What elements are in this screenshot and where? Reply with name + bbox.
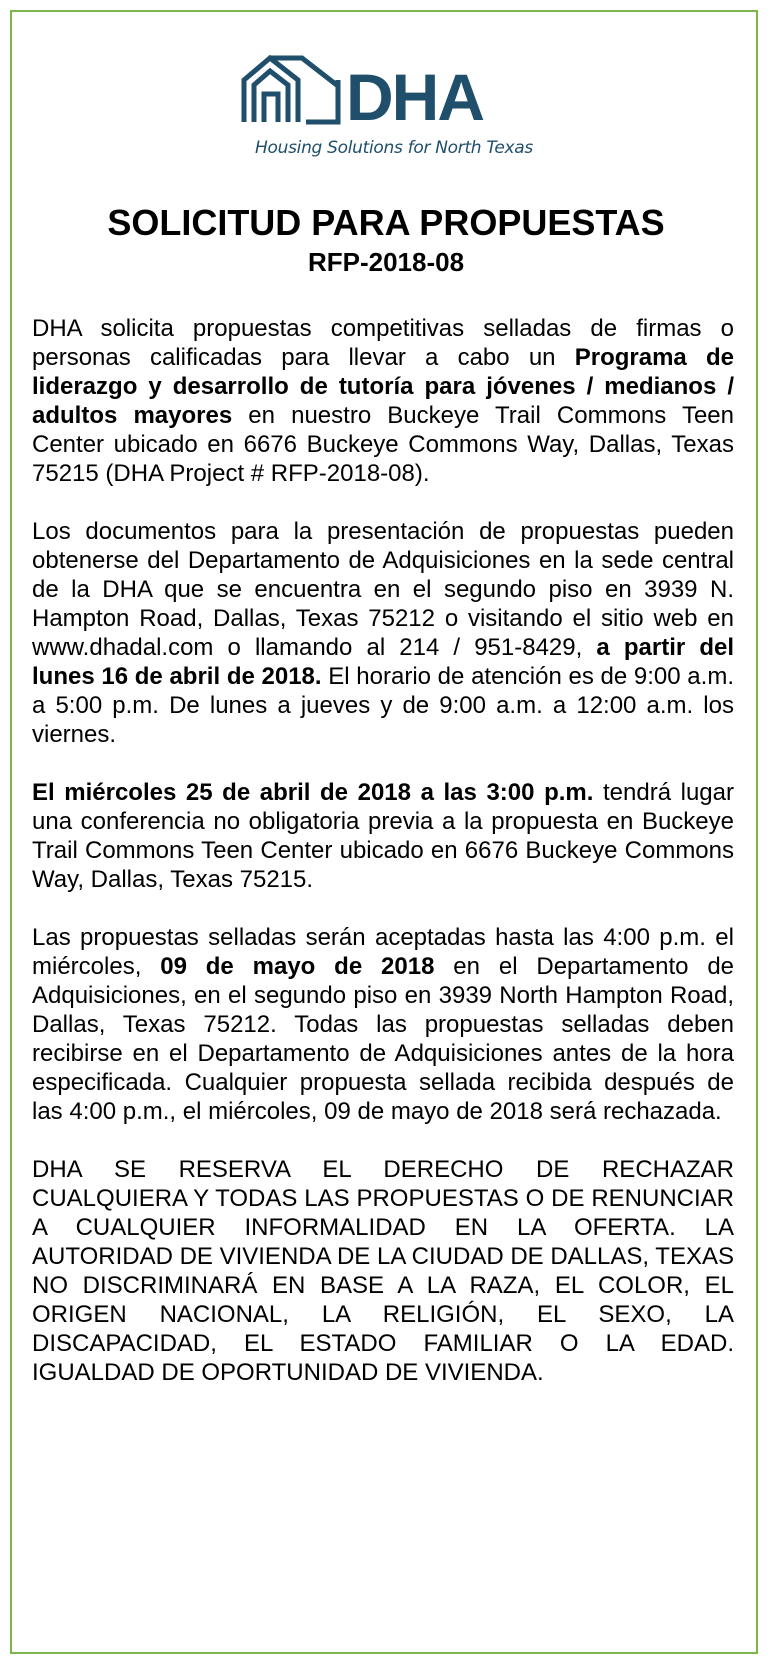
paragraph-text: en el Departamento de Adquisiciones, en el segundo piso en 3939 North Hampton Road, Dallas, Texas 75212. Todas las propuestas selladas deben recibirse en el Departamento de Adquisiciones antes de la hora especificada. Cualquier propuesta sellada recibida después de las 4:00 p.m., el miércoles, 09 de mayo de 2018 será rechazada. xyxy=(32,953,735,1125)
program-name: Programa de liderazgo y desarrollo de tutoría para jóvenes / medianos / adultos mayores xyxy=(32,344,734,429)
availability-date: a partir del lunes 16 de abril de 2018. xyxy=(32,634,734,690)
paragraph-text: DHA solicita propuestas competitivas selladas de firmas o personas calificadas para llevar a cabo un xyxy=(32,315,734,371)
paragraph-conference xyxy=(32,778,734,894)
paragraph-text: DHA SE RESERVA EL DERECHO DE RECHAZAR CUALQUIERA Y TODAS LAS PROPUESTAS O DE RENUNCIAR A CUALQUIER INFORMALIDAD EN LA OFERTA. LA AUTORIDAD DE VIVIENDA DE LA CIUDAD DE DALLAS, TEXAS NO DISCRIMINARÁ EN BASE A LA RAZA, EL COLOR, EL ORIGEN NACIONAL, LA RELIGIÓN, EL SEXO, LA DISCAPACIDAD, EL ESTADO FAMILIAR O LA EDAD. IGUALDAD DE OPORTUNIDAD DE VIVIENDA. xyxy=(32,1156,734,1386)
paragraph-disclaimer xyxy=(32,1155,734,1387)
paragraph-text: Las propuestas selladas serán aceptadas hasta las 4:00 p.m. el miércoles, xyxy=(32,924,734,980)
paragraph-deadline xyxy=(32,923,734,1126)
dha-logo xyxy=(240,50,540,160)
paragraph-documents xyxy=(32,517,734,749)
paragraph-text: tendrá lugar una conferencia no obligatoria previa a la propuesta en Buckeye Trail Commons Teen Center ubicado en 6676 Buckeye Commons Way, Dallas, Texas 75215. xyxy=(32,779,734,893)
house-logo-icon xyxy=(240,50,540,130)
dha-wordmark: DHA xyxy=(346,60,483,130)
paragraph-text: El horario de atención es de 9:00 a.m. a 5:00 p.m. De lunes a jueves y de 9:00 a.m. a 12:00 a.m. los viernes. xyxy=(32,663,734,748)
deadline-date: 09 de mayo de 2018 xyxy=(160,953,435,980)
conference-date: El miércoles 25 de abril de 2018 a las 3:00 p.m. xyxy=(32,779,594,806)
rfp-number: RFP-2018-08 xyxy=(307,247,465,277)
paragraph-text: Los documentos para la presentación de propuestas pueden obtenerse del Departamento de Adquisiciones en la sede central de la DHA que se encuentra en el segundo piso en 3939 N. Hampton Road, Dallas, Texas 75212 o visitando el sitio web en www.dhadal.com o llamando al 214 / 951-8429, xyxy=(32,518,734,661)
paragraph-text: en nuestro Buckeye Trail Commons Teen Center ubicado en 6676 Buckeye Commons Way, Dallas, Texas 75215 (DHA Project # RFP-2018-08). xyxy=(32,402,734,487)
notice-body xyxy=(32,314,734,1416)
notice-frame xyxy=(10,10,758,1654)
logo-tagline: Housing Solutions for North Texas xyxy=(255,138,533,158)
page-title: SOLICITUD PARA PROPUESTAS xyxy=(107,202,665,243)
paragraph-scope xyxy=(32,314,734,488)
